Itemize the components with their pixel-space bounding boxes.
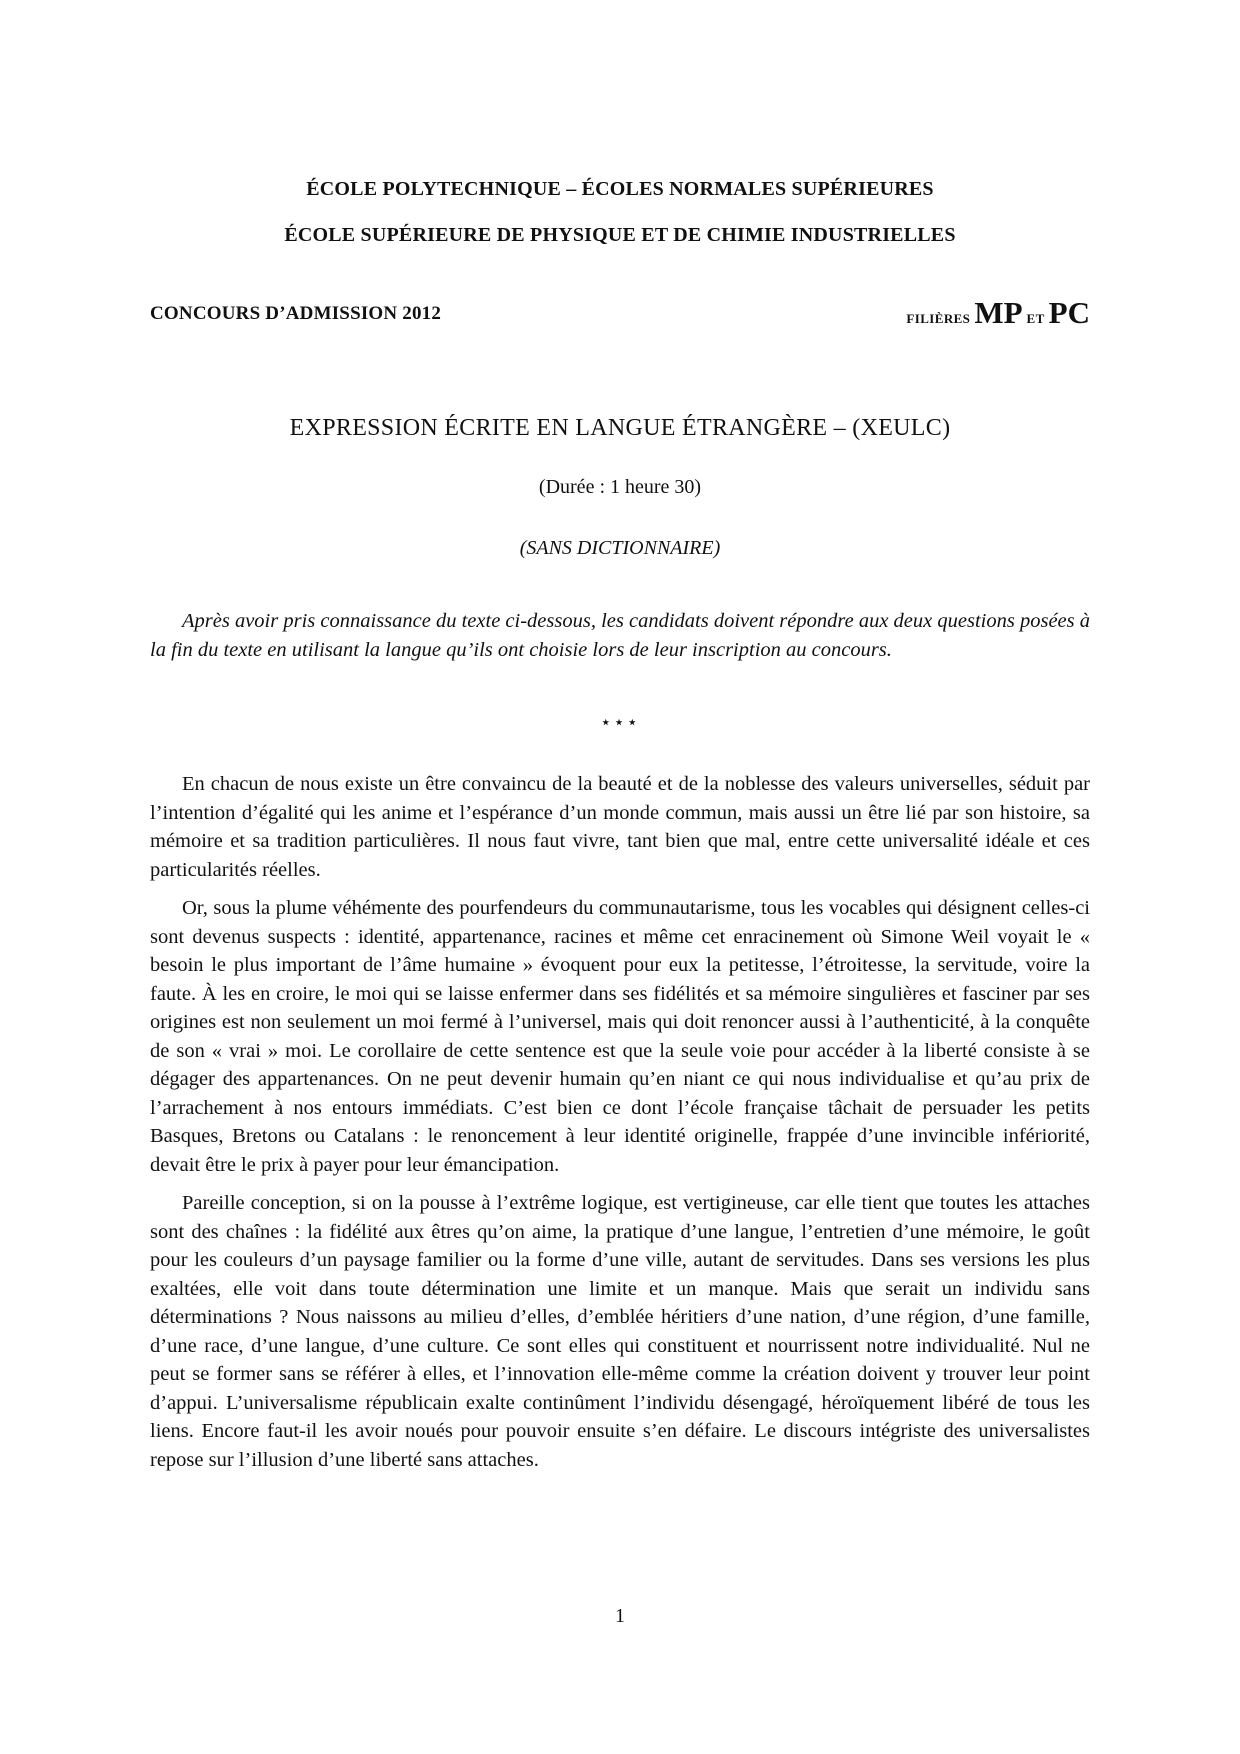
- exam-title: EXPRESSION ÉCRITE EN LANGUE ÉTRANGÈRE – (XEULC): [289, 415, 951, 441]
- school-line-1: ÉCOLE POLYTECHNIQUE – ÉCOLES NORMALES SUPÉRIEURES: [306, 178, 934, 200]
- page-number: 1: [615, 1605, 625, 1627]
- filiere-pc: PC: [1048, 295, 1090, 330]
- paragraph-3: Pareille conception, si on la pousse à l’extrême logique, est vertigineuse, car elle tient que toutes les attaches sont des chaînes : la fidélité aux êtres qu’on aime, la pratique d’une langue, l’entretien d’une mémoire, le goût pour les couleurs d’un paysage familier ou la forme d’une ville, autant de servitudes. Dans ses versions les plus exaltées, elle voit dans toute détermination une limite et un manque. Mais que serait un individu sans déterminations ? Nous naissons au milieu d’elles, d’emblée héritiers d’une nation, d’une région, d’une famille, d’une race, d’une langue, d’une culture. Ce sont elles qui constituent et nourrissent notre individualité. Nul ne peut se former sans se référer à elles, et l’innovation elle-même comme la création doivent y trouver leur point d’appui. L’universalisme républicain exalte continûment l’individu désengagé, héroïquement libéré de tous les liens. Encore faut-il les avoir noués pour pouvoir ensuite s’en défaire. Le discours intégriste des universalistes repose sur l’illusion d’une liberté sans attaches.: [150, 1192, 1090, 1471]
- filieres-and: et: [1026, 307, 1045, 327]
- exam-duration: (Durée : 1 heure 30): [538, 476, 702, 498]
- instructions: Après avoir pris connaissance du texte ci-dessous, les candidats doivent répondre aux deux questions posées à la fin du texte en utilisant la langue qu’ils ont choisie lors de leur inscription au concours.: [150, 610, 1090, 661]
- no-dictionary-note: (SANS DICTIONNAIRE): [519, 537, 721, 559]
- school-line-2: ÉCOLE SUPÉRIEURE DE PHYSIQUE ET DE CHIMIE INDUSTRIELLES: [284, 224, 956, 246]
- contest-row: [150, 295, 1090, 335]
- separator-stars: ⋆⋆⋆: [600, 712, 640, 732]
- filieres: [906, 295, 1090, 331]
- paragraph-2: Or, sous la plume véhémente des pourfendeurs du communautarisme, tous les vocables qui désignent celles-ci sont devenus suspects : identité, appartenance, racines et même cet enracinement où Simone Weil voyait le « besoin le plus important de l’âme humaine » évoquent pour eux la petitesse, l’étroitesse, la servitude, voire la faute. À les en croire, le moi qui se laisse enfermer dans ses fidélités et sa mémoire singulières et fasciner par ses origines est non seulement un moi fermé à l’universel, mais qui doit renoncer aussi à l’authenticité, à la conquête de son « vrai » moi. Le corollaire de cette sentence est que la seule voie pour accéder à la liberté consiste à se dégager des appartenances. On ne peut devenir humain qu’en niant ce qui nous individualise et qu’au prix de l’arrachement à nos entours immédiats. C’est bien ce dont l’école française tâchait de persuader les petits Basques, Bretons ou Catalans : le renoncement à leur identité originelle, frappée d’une invincible infériorité, devait être le prix à payer pour leur émancipation.: [150, 897, 1090, 1176]
- body-text: [150, 770, 1090, 1484]
- filiere-mp: MP: [974, 295, 1023, 330]
- paragraph-1: En chacun de nous existe un être convaincu de la beauté et de la noblesse des valeurs universelles, séduit par l’intention d’égalité qui les anime et l’espérance d’un monde commun, mais aussi un être lié par son histoire, sa mémoire et sa tradition particulières. Il nous faut vivre, tant bien que mal, entre cette universalité idéale et ces particularités réelles.: [150, 773, 1090, 881]
- document-page: [150, 0, 1090, 1754]
- filieres-label: filières: [906, 307, 971, 327]
- contest-year: CONCOURS D’ADMISSION 2012: [150, 303, 442, 324]
